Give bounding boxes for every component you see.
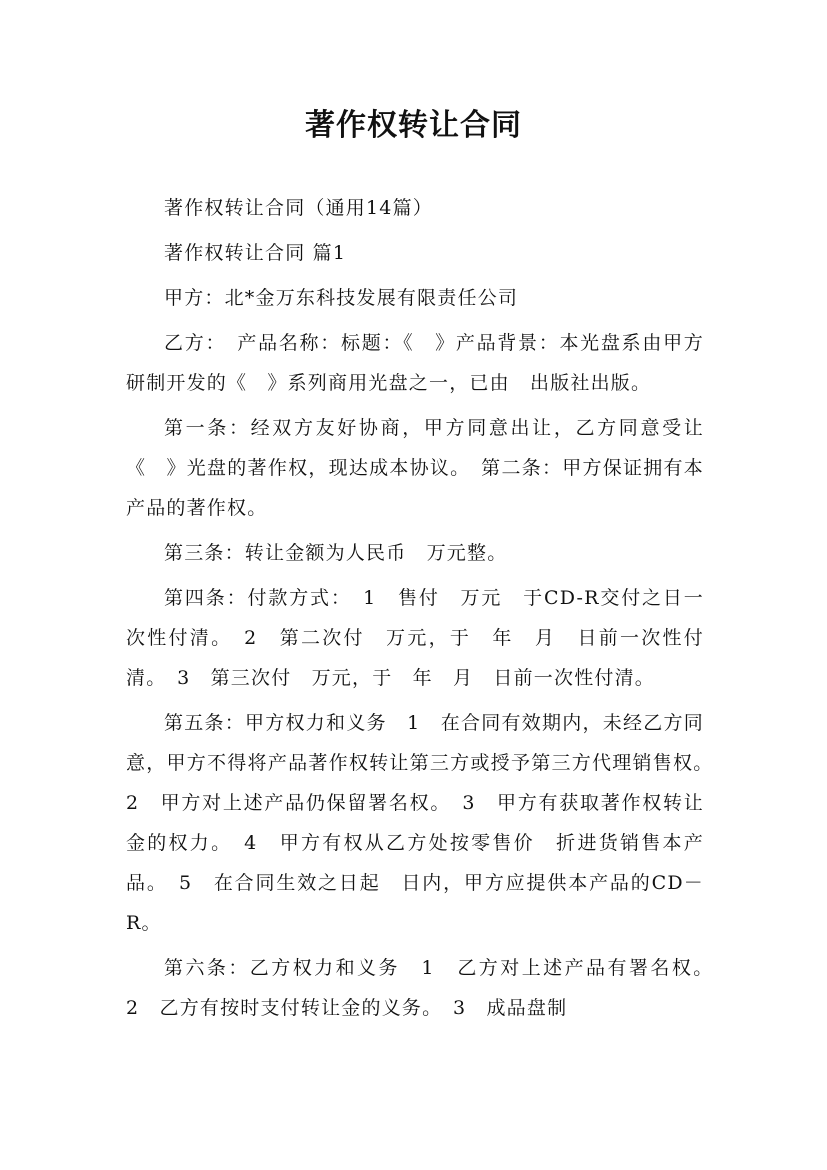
paragraph-section-heading: 著作权转让合同 篇1 <box>164 242 347 264</box>
document-body <box>126 188 725 1033</box>
document-title: 著作权转让合同 <box>305 108 522 143</box>
paragraph-article-4: 第四条：付款方式： 1 售付 万元 于CD-R交付之日一次性付清。 2 第二次付 万元，于 年 月 日前一次性付清。 3 第三次付 万元，于 年 月 日前一次性付清。 <box>126 587 704 689</box>
paragraph-article-5: 第五条：甲方权力和义务 1 在合同有效期内，未经乙方同意，甲方不得将产品著作权转让第三方或授予第三方代理销售权。 2 甲方对上述产品仍保留署名权。 3 甲方有获取著作权转让金的权力。 4 甲方有权从乙方处按零售价 折进货销售本产品。 5 在合同生效之日起 日内，甲方应提供本产品的CD－R。 <box>126 712 725 934</box>
paragraph-subtitle: 著作权转让合同（通用14篇） <box>164 197 433 219</box>
paragraph-article-3: 第三条：转让金额为人民币 万元整。 <box>164 542 508 564</box>
paragraph-article-1-2: 第一条：经双方友好协商，甲方同意出让，乙方同意受让《 》光盘的著作权，现达成本协议。 第二条：甲方保证拥有本产品的著作权。 <box>126 417 704 519</box>
paragraph-article-6: 第六条：乙方权力和义务 1 乙方对上述产品有署名权。 2 乙方有按时支付转让金的义务。 3 成品盘制 <box>126 957 725 1019</box>
paragraph-party-b: 乙方： 产品名称：标题：《 》产品背景：本光盘系由甲方研制开发的《 》系列商用光盘之一，已由 出版社出版。 <box>126 332 704 394</box>
paragraph-party-a: 甲方：北*金万东科技发展有限责任公司 <box>164 287 519 309</box>
